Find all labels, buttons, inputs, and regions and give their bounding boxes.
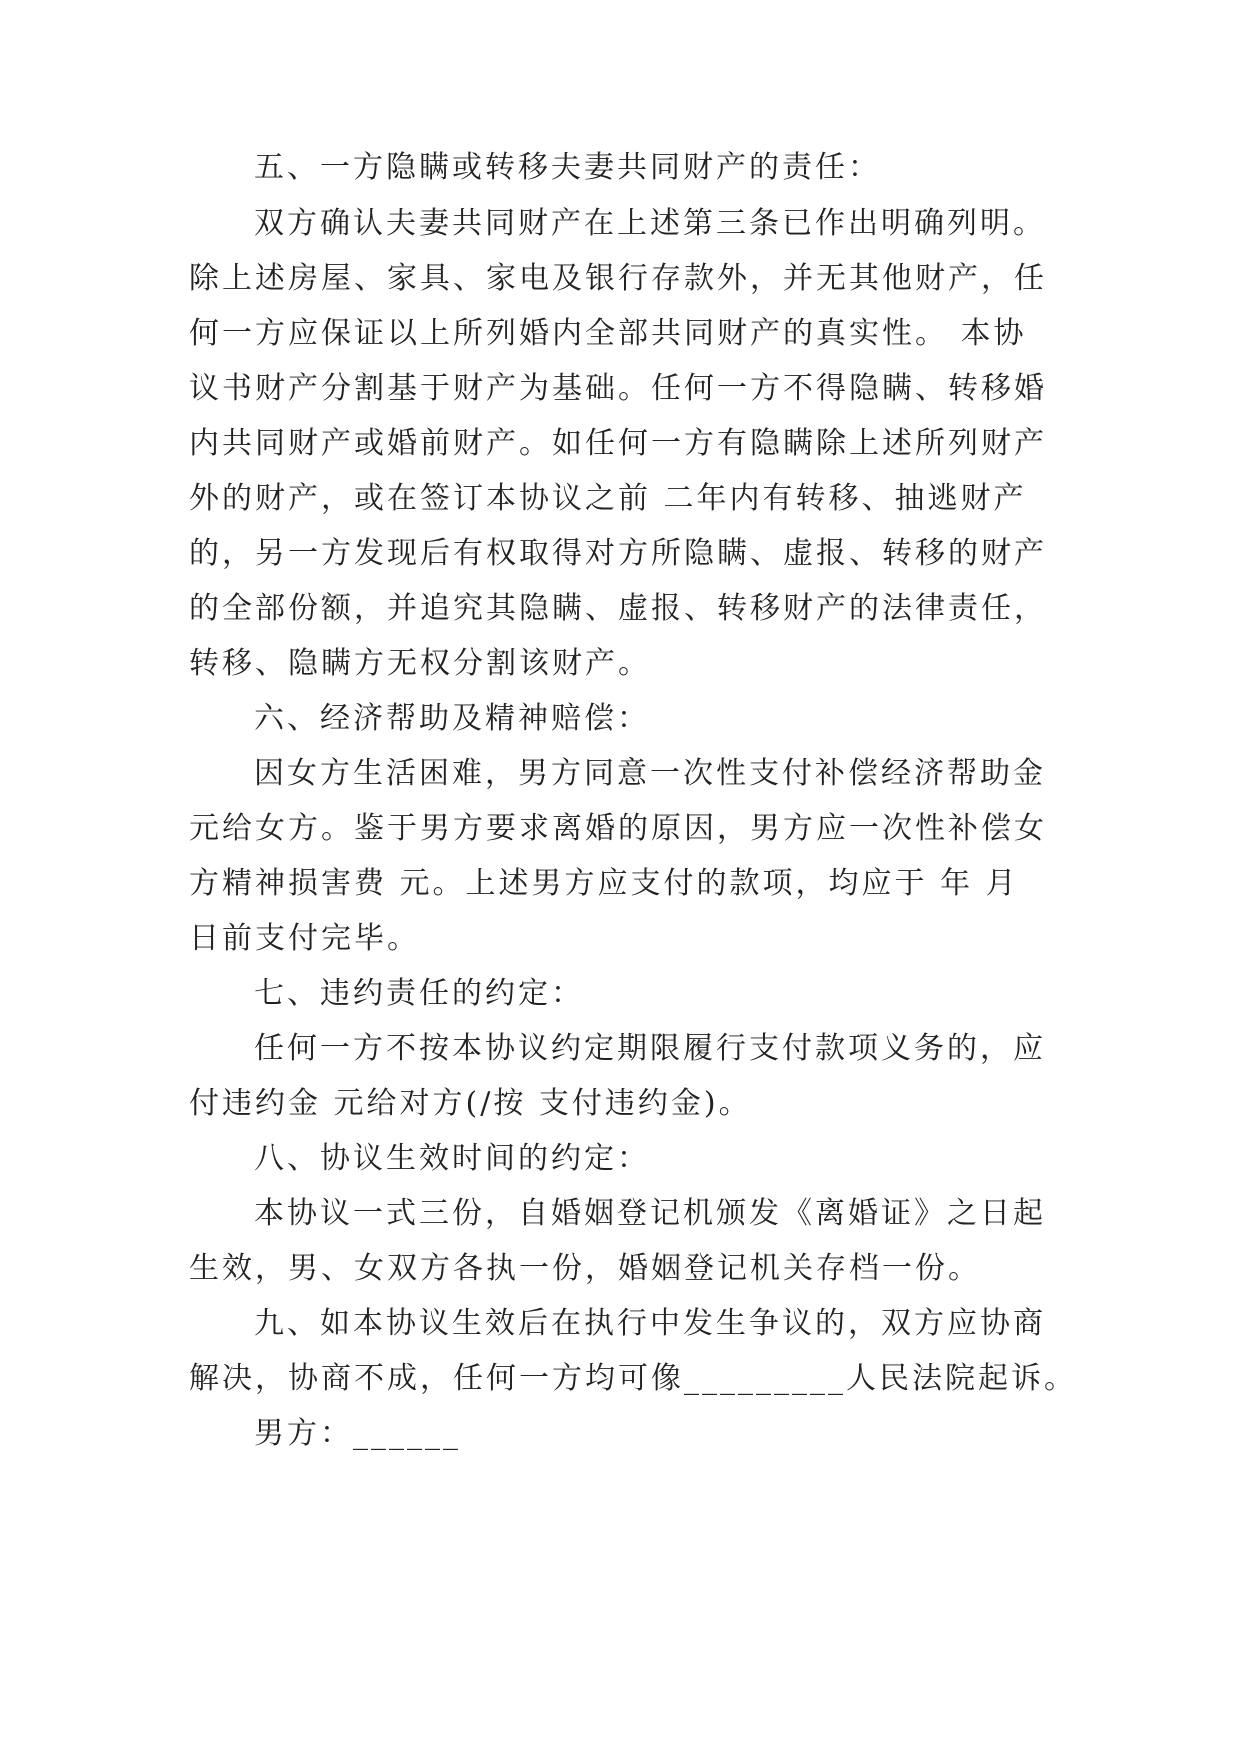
paragraph-line: 付违约金 元给对方(/按 支付违约金)。 xyxy=(189,1086,752,1121)
section-heading-5: 五、一方隐瞒或转移夫妻共同财产的责任： xyxy=(254,150,881,185)
paragraph-line: 转移、隐瞒方无权分割该财产。 xyxy=(189,646,651,681)
paragraph-line: 日前支付完毕。 xyxy=(189,921,420,956)
paragraph-line: 的，另一方发现后有权取得对方所隐瞒、虚报、转移的财产 xyxy=(189,536,1047,571)
paragraph-line: 方精神损害费 元。上述男方应支付的款项，均应于 年 月 xyxy=(189,866,1019,901)
signature-line-male: 男方：______ xyxy=(254,1416,461,1451)
paragraph-line: 除上述房屋、家具、家电及银行存款外，并无其他财产，任 xyxy=(189,261,1047,296)
paragraph-line: 双方确认夫妻共同财产在上述第三条已作出明确列明。 xyxy=(254,206,1046,241)
paragraph-line: 本协议一式三份，自婚姻登记机颁发《离婚证》之日起 xyxy=(254,1196,1046,1231)
paragraph-line: 元给女方。鉴于男方要求离婚的原因，男方应一次性补偿女 xyxy=(189,811,1047,846)
paragraph-line: 生效，男、女双方各执一份，婚姻登记机关存档一份。 xyxy=(189,1251,981,1286)
paragraph-line: 议书财产分割基于财产为基础。任何一方不得隐瞒、转移婚 xyxy=(189,371,1047,406)
section-heading-6: 六、经济帮助及精神赔偿： xyxy=(254,701,650,736)
paragraph-line: 解决，协商不成，任何一方均可像_________人民法院起诉。 xyxy=(189,1361,1077,1396)
paragraph-line: 因女方生活困难，男方同意一次性支付补偿经济帮助金 xyxy=(254,756,1046,791)
paragraph-line: 何一方应保证以上所列婚内全部共同财产的真实性。 本协 xyxy=(189,316,1027,351)
paragraph-line: 的全部份额，并追究其隐瞒、虚报、转移财产的法律责任， xyxy=(189,591,1047,626)
paragraph-line: 外的财产，或在签订本协议之前 二年内有转移、抽逃财产 xyxy=(189,481,1027,516)
paragraph-line: 任何一方不按本协议约定期限履行支付款项义务的，应 xyxy=(254,1031,1046,1066)
section-heading-7: 七、违约责任的约定： xyxy=(254,976,584,1011)
paragraph-line: 内共同财产或婚前财产。如任何一方有隐瞒除上述所列财产 xyxy=(189,426,1047,461)
section-heading-9: 九、如本协议生效后在执行中发生争议的，双方应协商 xyxy=(254,1306,1046,1341)
section-heading-8: 八、协议生效时间的约定： xyxy=(254,1141,650,1176)
